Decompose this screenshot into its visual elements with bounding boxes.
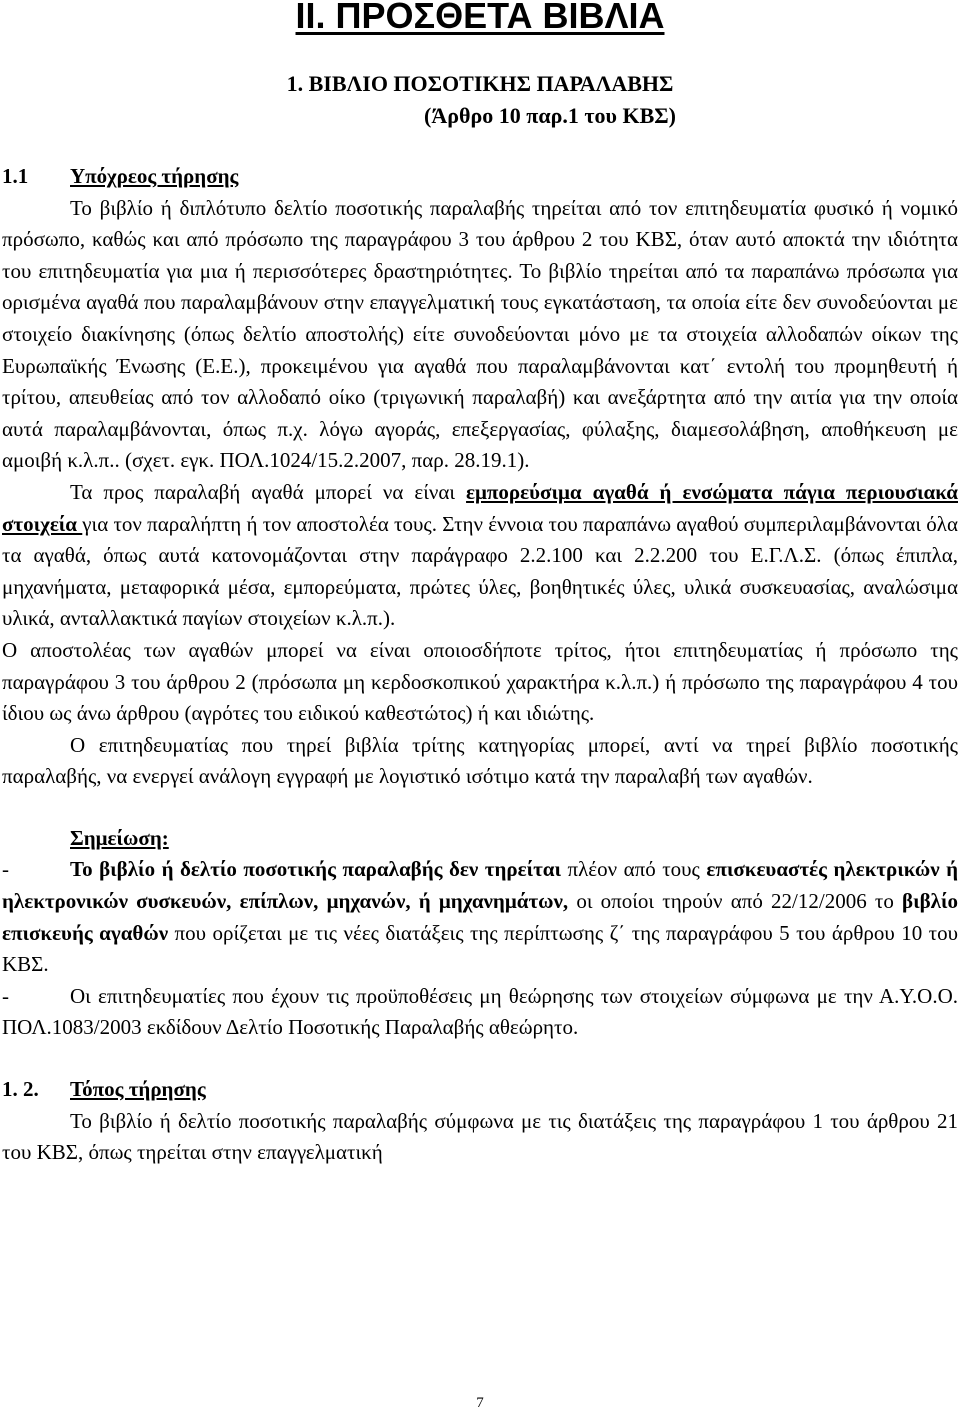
document-body xyxy=(2,161,958,1169)
page-number: 7 xyxy=(476,1395,484,1411)
paragraph: Ο αποστολέας των αγαθών μπορεί να είναι οποιοσδήποτε τρίτος, ήτοι επιτηδευματίας ή πρόσωπο της παραγράφου 3 του άρθρου 2 (πρόσωπα μη κερδοσκοπικού χαρακτήρα κ.λ.π.) ή πρόσωπο της παραγράφου 4 του ίδιου ως άνω άρθρου (αγρότες του ειδικού καθεστώτος) ή και ιδιώτης. xyxy=(2,637,958,726)
section-heading-1-2: 1. 2. Τόπος τήρησης xyxy=(2,1077,206,1102)
paragraph: Το βιβλίο ή δελτίο ποσοτικής παραλαβής σύμφωνα με τις διατάξεις της παραγράφου 1 του άρθρου 21 του ΚΒΣ, όπως τηρείται στην επαγγελματική xyxy=(2,1108,958,1165)
note-item: - Το βιβλίο ή δελτίο ποσοτικής παραλαβής δεν τηρείται πλέον από τους επισκευαστές ηλεκτρικών ή ηλεκτρονικών συσκευών, επίπλων, μηχανών, ή μηχανημάτων, οι οποίοι τηρούν από 22/12/2006 το βιβλίο επισκευής αγαθών που ορίζεται με τις νέες διατάξεις της περίπτωσης ζ΄ της παραγράφου 5 του άρθρου 10 του ΚΒΣ. xyxy=(2,857,959,977)
section-title: Τόπος τήρησης xyxy=(70,1077,206,1102)
article-reference: (Άρθρο 10 παρ.1 του ΚΒΣ) xyxy=(424,103,676,128)
paragraph: Το βιβλίο ή διπλότυπο δελτίο ποσοτικής παραλαβής τηρείται από τον επιτηδευματία φυσικό ή νομικό πρόσωπο, καθώς και από πρόσωπο της παραγράφου 3 του άρθρου 2 του ΚΒΣ, όταν αυτό αποκτά την ιδιότητα του επιτηδευματία για μια ή περισσότερες δραστηριότητες. Το βιβλίο τηρείται από τα παραπάνω πρόσωπα για ορισμένα αγαθά που παραλαμβάνουν στην επαγγελματική τους εγκατάσταση, τα οποία είτε δεν συνοδεύονται με στοιχείο διακίνησης (όπως δελτίο αποστολής) είτε συνοδεύονται μόνο με τα στοιχεία αλλοδαπών οίκων της Ευρωπαϊκής Ένωσης (Ε.Ε.), προκειμένου για αγαθά που παραλαμβάνονται κατ΄ εντολή του προμηθευτή ή τρίτου, απευθείας από τον αλλοδαπό οίκο (τριγωνική παραλαβή) και ανεξάρτητα από την αιτία για την οποία αυτά παραλαμβάνονται, όπως π.χ. λόγω αγοράς, επεξεργασίας, φύλαξης, διαμεσολάβηση, αποθήκευση με αμοιβή κ.λ.π.. (σχετ. εγκ. ΠΟΛ.1024/15.2.2007, παρ. 28.19.1). xyxy=(2,195,958,473)
book-title: 1. ΒΙΒΛΙΟ ΠΟΣΟΤΙΚΗΣ ΠΑΡΑΛΑΒΗΣ xyxy=(286,71,674,96)
page-title: ΙΙ. ΠΡΟΣΘΕΤΑ ΒΙΒΛΙΑ xyxy=(295,0,665,36)
note-label: Σημείωση: xyxy=(70,825,169,850)
emphasized-text: εμπορεύσιμα αγαθά ή ενσώματα πάγια περιουσιακά στοιχεία xyxy=(2,479,958,536)
note-item: - Οι επιτηδευματίες που έχουν τις προϋποθέσεις μη θεώρησης των στοιχείων σύμφωνα με την Α.Υ.Ο.Ο. ΠΟΛ.1083/2003 εκδίδουν Δελτίο Ποσοτικής Παραλαβής αθεώρητο. xyxy=(2,983,958,1040)
section-title: Υπόχρεος τήρησης xyxy=(70,164,239,188)
paragraph: Ο επιτηδευματίας που τηρεί βιβλία τρίτης κατηγορίας μπορεί, αντί να τηρεί βιβλίο ποσοτικής παραλαβής, να ενεργεί ανάλογη εγγραφή με λογιστικό ισότιμο κατά την παραλαβή των αγαθών. xyxy=(2,732,958,789)
paragraph: Τα προς παραλαβή αγαθά μπορεί να είναι εμπορεύσιμα αγαθά ή ενσώματα πάγια περιουσιακά στοιχεία για τον παραλήπτη ή τον αποστολέα τους. Στην έννοια του παραπάνω αγαθού συμπεριλαμβάνονται όλα τα αγαθά, όπως αυτά κατονομάζονται στην παράγραφο 2.2.100 και 2.2.200 του Ε.Γ.Λ.Σ. (όπως έπιπλα, μηχανήματα, μεταφορικά μέσα, εμπορεύματα, πρώτες ύλες, βοηθητικές ύλες, υλικά συσκευασίας, αναλώσιμα υλικά, ανταλλακτικά παγίων στοιχείων κ.λ.π.). xyxy=(2,479,958,631)
section-heading-1-1: 1.1 Υπόχρεος τήρησης xyxy=(2,164,239,188)
